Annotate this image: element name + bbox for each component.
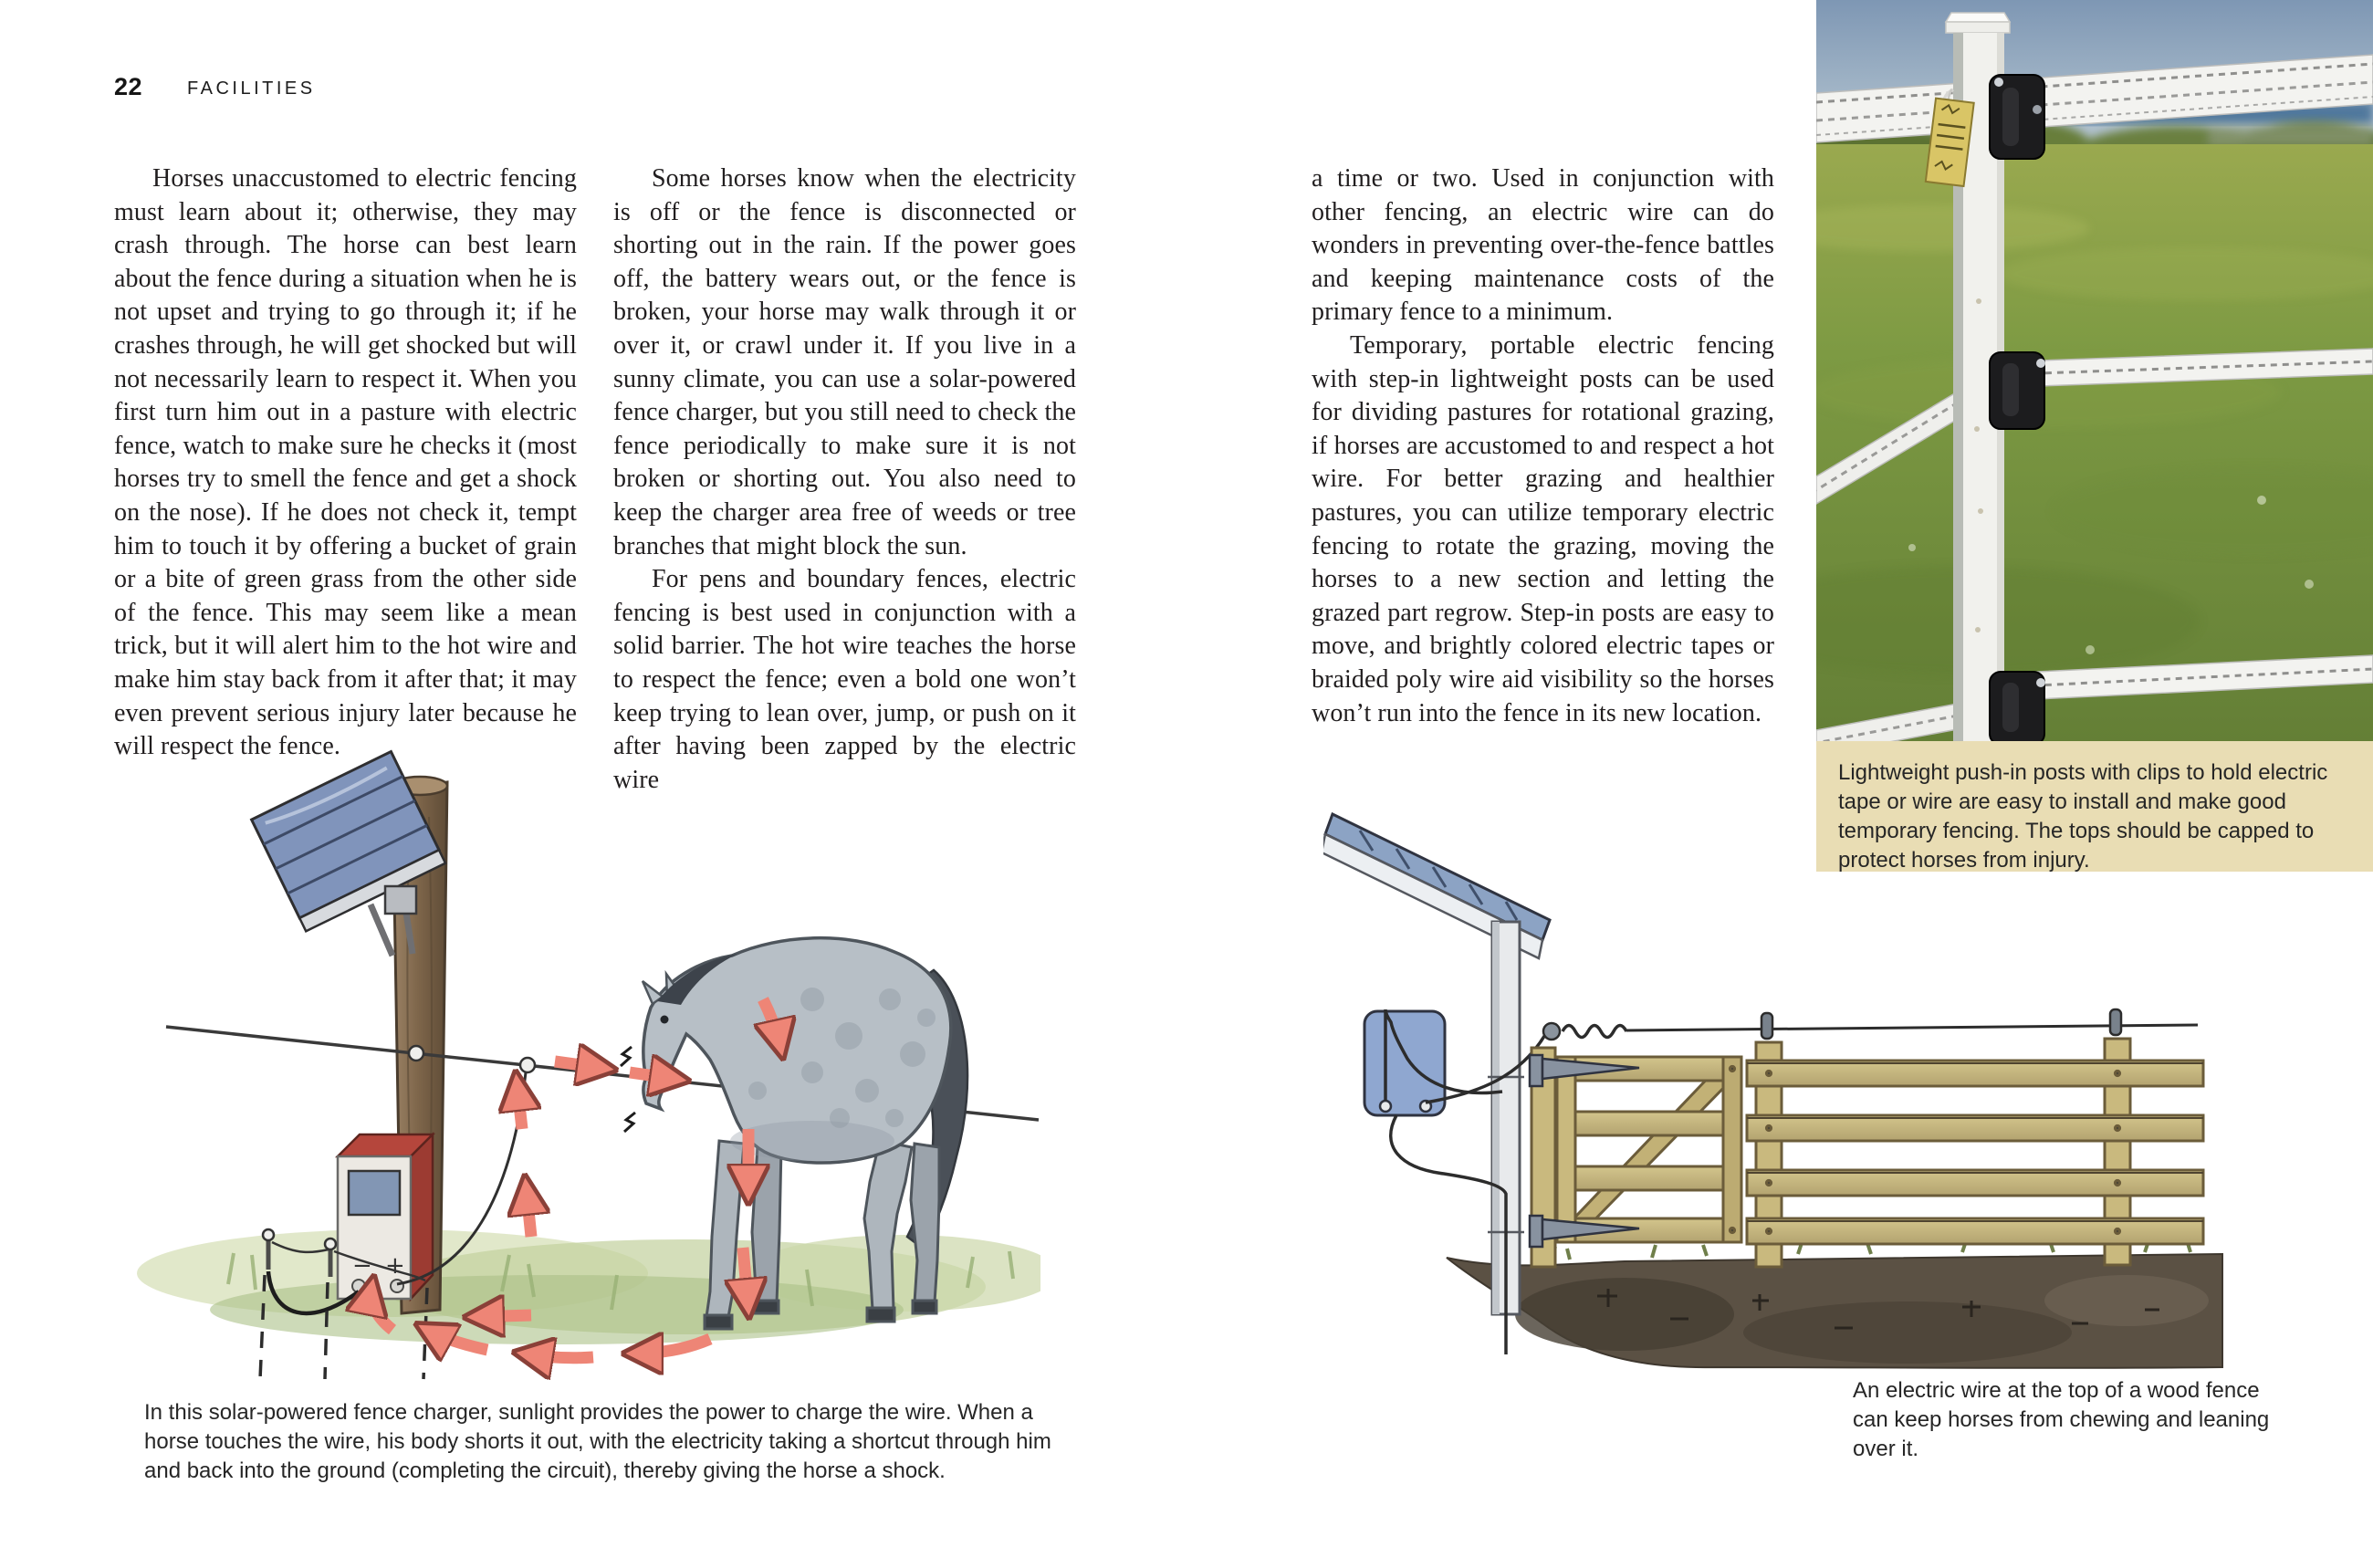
wire-insulators: [1761, 1009, 2121, 1039]
paragraph: Horses unaccustomed to electric fencing must learn about it; otherwise, they may crash through. The horse can best learn about the fence during a situation when he is not upset and trying to go through it; if he crashes through, he will get shocked but will not necessarily learn to respect it. When you first turn him out in a pasture with electric fence, watch to make sure he checks it (most horses try to smell the fence and get a shock on the nose). If he does not check it, tempt him to touch it by offering a bucket of grain or a bite of green grass from the other side of the fence. This may seem like a mean trick, but it will alert him to the hot wire and make him stay back from it after that; it may even prevent serious injury later because he will respect the fence.: [114, 164, 577, 761]
fence-rail: [1747, 1061, 2203, 1086]
electric-wire-fence-diagram: [1323, 803, 2236, 1369]
gate: [1557, 1057, 1741, 1242]
pasture-photo: [1816, 0, 2373, 741]
fence-diagram-caption: An electric wire at the top of a wood fence can keep horses from chewing and leaning over it.: [1853, 1378, 2270, 1461]
rail-fence: [1747, 1039, 2203, 1267]
section-title: FACILITIES: [187, 78, 316, 99]
text-column-2: [613, 162, 1076, 797]
tensioner-spring: [1543, 1023, 1626, 1040]
paragraph: Temporary, portable electric fencing with step-in lightweight posts can be used for dividing pastures for rotational grazing, if horses are accustomed to and respect a hot wire. For better grazing and healthier pastures, you can utilize temporary electric fencing to rotate the grazing, moving the horses to a new section and letting the grazed part regrow. Step-in posts are easy to move, and brightly colored electric tapes or braided poly wire aid visibility so the horses won’t run into the fence in its new location.: [1312, 330, 1774, 727]
paragraph: For pens and boundary fences, electric fencing is best used in conjunction with a solid barrier. The hot wire teaches the horse to respect the fence; even a bold one won’t keep trying to lean over, jump, or push on it after having been zapped by the electric wire: [613, 565, 1076, 794]
paragraph: Some horses know when the electricity is off or the fence is disconnected or shorting out in the rain. If the power goes off, the battery wears out, or the fence is broken, your horse may walk through it or over it, or crawl under it. If you live in a sunny climate, you can use a solar-powered fence charger, but you still need to check the fence periodically to make sure it is not broken or shorting out. You also need to keep the charger area free of weeds or tree branches that might block the sun.: [613, 164, 1076, 560]
svg-text:+: +: [385, 1252, 405, 1280]
tape-clip-middle: [1990, 352, 2045, 429]
fence-rail: [1747, 1218, 2203, 1244]
fence-rail: [1747, 1115, 2203, 1141]
fence-rail: [1747, 1170, 2203, 1196]
solar-charger-horse-diagram: [119, 726, 1040, 1383]
charger-diagram-caption: In this solar-powered fence charger, sunlight provides the power to charge the wire. When a horse touches the wire, his body shorts it out, with the electricity taking a shortcut through him and back into the ground (completing the circuit), thereby giving the horse a shock.: [144, 1400, 1051, 1483]
photo-caption-text: Lightweight push-in posts with clips to hold electric tape or wire are easy to install and make good temporary fencing. The tops should be capped to protect horses from injury.: [1838, 760, 2328, 873]
tape-clip-bottom: [1990, 672, 2045, 741]
charger-box: [338, 1134, 433, 1299]
spark-marks: [621, 1047, 635, 1132]
horse-nostril: [653, 1090, 659, 1096]
horse-eye: [661, 1016, 669, 1024]
text-column-3: [1312, 162, 1774, 730]
text-column-1: [114, 162, 577, 764]
page-number: 22: [114, 73, 143, 100]
paragraph: a time or two. Used in conjunction with other fencing, an electric wire can do wonders in preventing over-the-fence battles and keeping maintenance costs of the primary fence to a minimum.: [1312, 164, 1774, 327]
svg-text:−: −: [352, 1252, 372, 1280]
